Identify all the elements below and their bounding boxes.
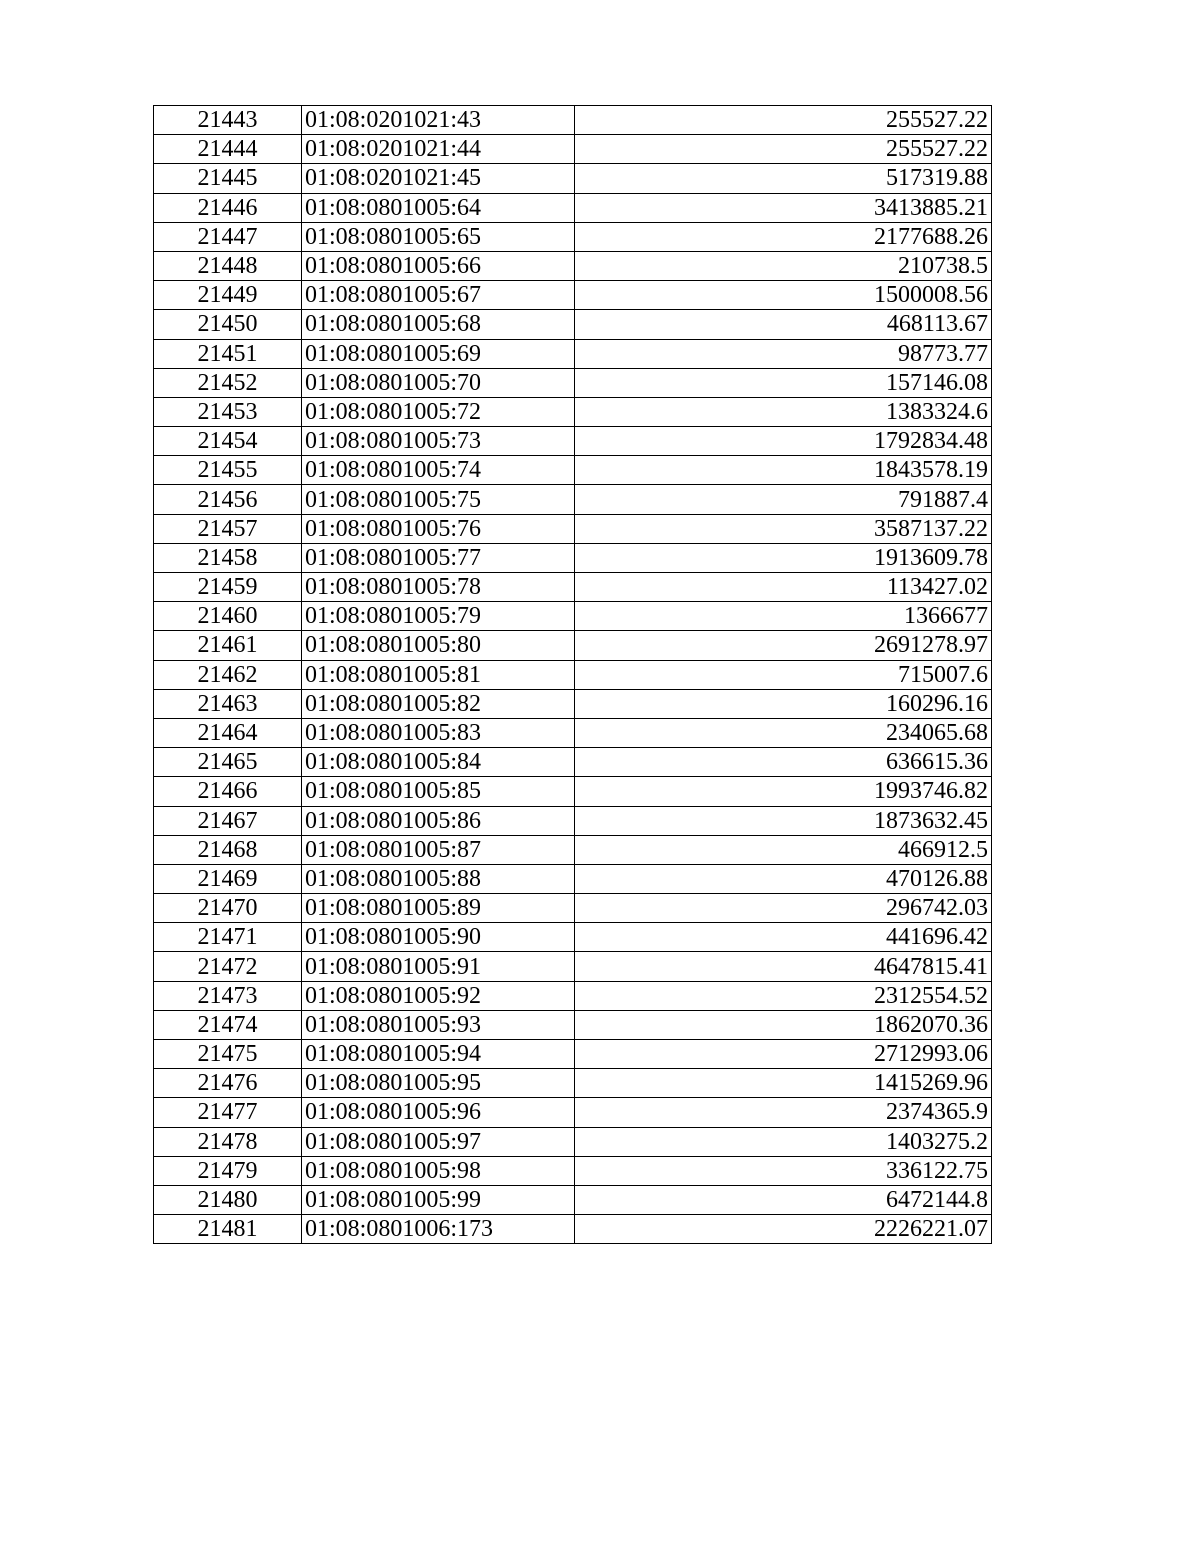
table-row <box>154 660 992 689</box>
row-number-cell: 21460 <box>154 602 302 631</box>
cadastral-number-cell: 01:08:0801005:81 <box>302 660 575 689</box>
row-number-cell: 21472 <box>154 952 302 981</box>
cadastral-number-cell: 01:08:0801005:96 <box>302 1098 575 1127</box>
row-number-cell: 21445 <box>154 164 302 193</box>
value-cell: 441696.42 <box>575 923 992 952</box>
table-row <box>154 718 992 747</box>
table-row <box>154 193 992 222</box>
row-number-cell: 21477 <box>154 1098 302 1127</box>
row-number-cell: 21478 <box>154 1127 302 1156</box>
value-cell: 6472144.8 <box>575 1185 992 1214</box>
cadastral-number-cell: 01:08:0801005:79 <box>302 602 575 631</box>
table-row <box>154 689 992 718</box>
cadastral-number-cell: 01:08:0801005:67 <box>302 281 575 310</box>
row-number-cell: 21449 <box>154 281 302 310</box>
cadastral-number-cell: 01:08:0801005:90 <box>302 923 575 952</box>
cadastral-number-cell: 01:08:0801005:69 <box>302 339 575 368</box>
row-number-cell: 21444 <box>154 135 302 164</box>
row-number-cell: 21447 <box>154 222 302 251</box>
cadastral-number-cell: 01:08:0801005:78 <box>302 573 575 602</box>
table-row <box>154 923 992 952</box>
row-number-cell: 21456 <box>154 485 302 514</box>
table-row <box>154 543 992 572</box>
cadastral-number-cell: 01:08:0801005:77 <box>302 543 575 572</box>
value-cell: 2712993.06 <box>575 1040 992 1069</box>
row-number-cell: 21465 <box>154 748 302 777</box>
row-number-cell: 21448 <box>154 251 302 280</box>
value-cell: 715007.6 <box>575 660 992 689</box>
table-row <box>154 514 992 543</box>
value-cell: 1500008.56 <box>575 281 992 310</box>
value-cell: 2177688.26 <box>575 222 992 251</box>
table-row <box>154 1040 992 1069</box>
row-number-cell: 21455 <box>154 456 302 485</box>
row-number-cell: 21443 <box>154 106 302 135</box>
table-row <box>154 894 992 923</box>
table-row <box>154 777 992 806</box>
table-row <box>154 339 992 368</box>
row-number-cell: 21454 <box>154 427 302 456</box>
value-cell: 1993746.82 <box>575 777 992 806</box>
cadastral-number-cell: 01:08:0801005:88 <box>302 864 575 893</box>
value-cell: 1913609.78 <box>575 543 992 572</box>
value-cell: 2374365.9 <box>575 1098 992 1127</box>
cadastral-number-cell: 01:08:0801005:73 <box>302 427 575 456</box>
cadastral-number-cell: 01:08:0801005:70 <box>302 368 575 397</box>
row-number-cell: 21467 <box>154 806 302 835</box>
value-cell: 157146.08 <box>575 368 992 397</box>
row-number-cell: 21451 <box>154 339 302 368</box>
row-number-cell: 21461 <box>154 631 302 660</box>
row-number-cell: 21462 <box>154 660 302 689</box>
cadastral-number-cell: 01:08:0801005:92 <box>302 981 575 1010</box>
table-body <box>154 106 992 1244</box>
table-row <box>154 1127 992 1156</box>
table-row <box>154 106 992 135</box>
value-cell: 3587137.22 <box>575 514 992 543</box>
table-row <box>154 952 992 981</box>
cadastral-number-cell: 01:08:0801005:97 <box>302 1127 575 1156</box>
row-number-cell: 21479 <box>154 1156 302 1185</box>
value-cell: 1366677 <box>575 602 992 631</box>
table-row <box>154 806 992 835</box>
table-row <box>154 864 992 893</box>
table-row <box>154 1098 992 1127</box>
cadastral-number-cell: 01:08:0801005:75 <box>302 485 575 514</box>
table-row <box>154 1185 992 1214</box>
table-row <box>154 835 992 864</box>
value-cell: 1383324.6 <box>575 397 992 426</box>
cadastral-number-cell: 01:08:0801005:87 <box>302 835 575 864</box>
value-cell: 160296.16 <box>575 689 992 718</box>
value-cell: 2226221.07 <box>575 1215 992 1244</box>
row-number-cell: 21480 <box>154 1185 302 1214</box>
row-number-cell: 21450 <box>154 310 302 339</box>
cadastral-number-cell: 01:08:0801005:94 <box>302 1040 575 1069</box>
cadastral-number-cell: 01:08:0801005:80 <box>302 631 575 660</box>
row-number-cell: 21464 <box>154 718 302 747</box>
value-cell: 1403275.2 <box>575 1127 992 1156</box>
value-cell: 1415269.96 <box>575 1069 992 1098</box>
value-cell: 2691278.97 <box>575 631 992 660</box>
value-cell: 255527.22 <box>575 135 992 164</box>
table-row <box>154 310 992 339</box>
value-cell: 636615.36 <box>575 748 992 777</box>
value-cell: 296742.03 <box>575 894 992 923</box>
value-cell: 3413885.21 <box>575 193 992 222</box>
cadastral-value-table <box>153 105 992 1244</box>
table-row <box>154 368 992 397</box>
cadastral-number-cell: 01:08:0801005:91 <box>302 952 575 981</box>
row-number-cell: 21468 <box>154 835 302 864</box>
row-number-cell: 21469 <box>154 864 302 893</box>
value-cell: 468113.67 <box>575 310 992 339</box>
cadastral-number-cell: 01:08:0201021:45 <box>302 164 575 193</box>
row-number-cell: 21453 <box>154 397 302 426</box>
table-row <box>154 485 992 514</box>
row-number-cell: 21476 <box>154 1069 302 1098</box>
cadastral-number-cell: 01:08:0801005:76 <box>302 514 575 543</box>
cadastral-number-cell: 01:08:0201021:43 <box>302 106 575 135</box>
table-row <box>154 135 992 164</box>
cadastral-number-cell: 01:08:0801005:83 <box>302 718 575 747</box>
value-cell: 470126.88 <box>575 864 992 893</box>
table-row <box>154 1010 992 1039</box>
row-number-cell: 21466 <box>154 777 302 806</box>
value-cell: 113427.02 <box>575 573 992 602</box>
value-cell: 336122.75 <box>575 1156 992 1185</box>
cadastral-number-cell: 01:08:0801006:173 <box>302 1215 575 1244</box>
table-row <box>154 602 992 631</box>
table-row <box>154 397 992 426</box>
table-row <box>154 1215 992 1244</box>
table-row <box>154 981 992 1010</box>
value-cell: 234065.68 <box>575 718 992 747</box>
row-number-cell: 21452 <box>154 368 302 397</box>
cadastral-number-cell: 01:08:0801005:85 <box>302 777 575 806</box>
table-row <box>154 631 992 660</box>
value-cell: 1873632.45 <box>575 806 992 835</box>
value-cell: 1862070.36 <box>575 1010 992 1039</box>
table-row <box>154 222 992 251</box>
cadastral-number-cell: 01:08:0801005:72 <box>302 397 575 426</box>
row-number-cell: 21475 <box>154 1040 302 1069</box>
row-number-cell: 21481 <box>154 1215 302 1244</box>
cadastral-number-cell: 01:08:0801005:86 <box>302 806 575 835</box>
cadastral-number-cell: 01:08:0801005:98 <box>302 1156 575 1185</box>
table-row <box>154 281 992 310</box>
row-number-cell: 21463 <box>154 689 302 718</box>
row-number-cell: 21458 <box>154 543 302 572</box>
value-cell: 517319.88 <box>575 164 992 193</box>
value-cell: 98773.77 <box>575 339 992 368</box>
table-row <box>154 251 992 280</box>
row-number-cell: 21474 <box>154 1010 302 1039</box>
table-row <box>154 573 992 602</box>
cadastral-number-cell: 01:08:0801005:74 <box>302 456 575 485</box>
cadastral-number-cell: 01:08:0801005:68 <box>302 310 575 339</box>
row-number-cell: 21446 <box>154 193 302 222</box>
value-cell: 466912.5 <box>575 835 992 864</box>
cadastral-number-cell: 01:08:0801005:84 <box>302 748 575 777</box>
row-number-cell: 21470 <box>154 894 302 923</box>
table-row <box>154 1069 992 1098</box>
table-row <box>154 427 992 456</box>
value-cell: 791887.4 <box>575 485 992 514</box>
row-number-cell: 21459 <box>154 573 302 602</box>
cadastral-number-cell: 01:08:0801005:65 <box>302 222 575 251</box>
cadastral-number-cell: 01:08:0201021:44 <box>302 135 575 164</box>
cadastral-number-cell: 01:08:0801005:93 <box>302 1010 575 1039</box>
cadastral-number-cell: 01:08:0801005:64 <box>302 193 575 222</box>
table-row <box>154 456 992 485</box>
row-number-cell: 21473 <box>154 981 302 1010</box>
table-row <box>154 164 992 193</box>
value-cell: 4647815.41 <box>575 952 992 981</box>
cadastral-number-cell: 01:08:0801005:95 <box>302 1069 575 1098</box>
value-cell: 1792834.48 <box>575 427 992 456</box>
value-cell: 1843578.19 <box>575 456 992 485</box>
value-cell: 255527.22 <box>575 106 992 135</box>
cadastral-number-cell: 01:08:0801005:82 <box>302 689 575 718</box>
row-number-cell: 21471 <box>154 923 302 952</box>
cadastral-number-cell: 01:08:0801005:89 <box>302 894 575 923</box>
table-row <box>154 1156 992 1185</box>
value-cell: 2312554.52 <box>575 981 992 1010</box>
value-cell: 210738.5 <box>575 251 992 280</box>
cadastral-number-cell: 01:08:0801005:99 <box>302 1185 575 1214</box>
table-row <box>154 748 992 777</box>
cadastral-number-cell: 01:08:0801005:66 <box>302 251 575 280</box>
row-number-cell: 21457 <box>154 514 302 543</box>
